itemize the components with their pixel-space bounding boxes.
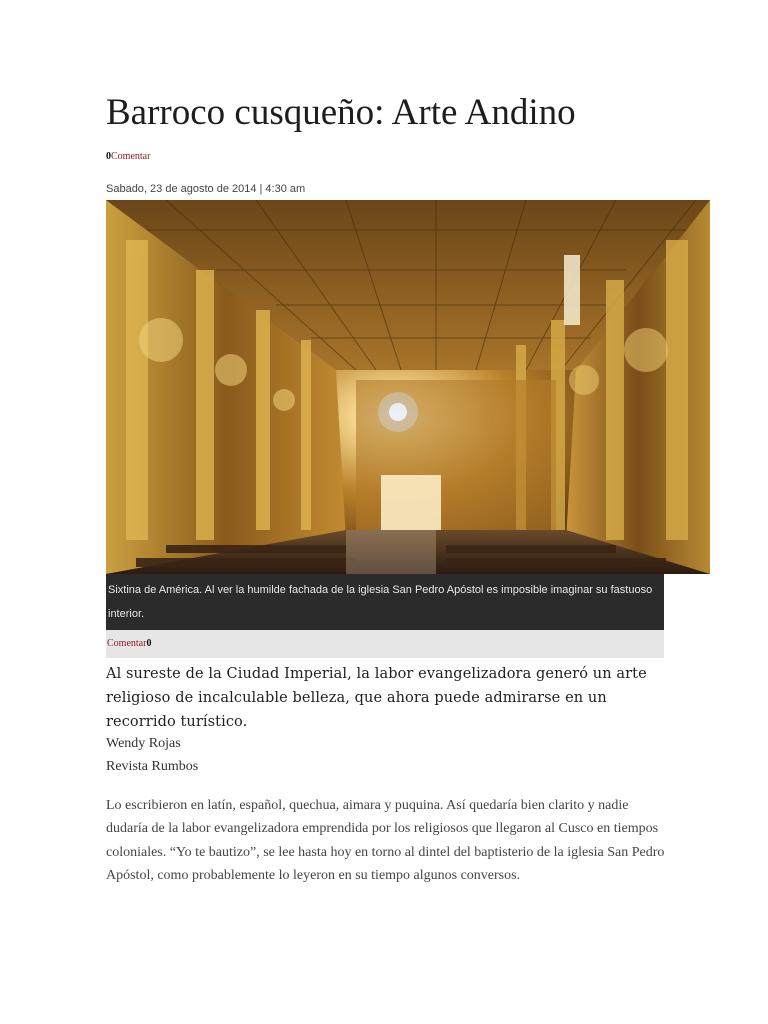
comment-link-bottom[interactable]: Comentar	[107, 638, 147, 649]
article-title: Barroco cusqueño: Arte Andino	[106, 92, 576, 133]
comment-count-bottom: 0	[146, 638, 152, 649]
comment-link-top[interactable]: Comentar	[111, 151, 151, 162]
comments-top	[106, 150, 150, 164]
article-photo	[106, 200, 710, 574]
publish-date: Sabado, 23 de agosto de 2014 | 4:30 am	[106, 183, 306, 195]
church-interior-illustration	[106, 200, 710, 574]
article-body: Lo escribieron en latín, español, quechua, aimara y puquina. Así quedaría bien clarito y nadie dudaría de la labor evangelizadora emprendida por los religiosos que llegaron al Cusco en tiempos coloniales. “Yo te bautizo”, se lee hasta hoy en torno al dintel del baptisterio de la iglesia San Pedro Apóstol, como probablemente lo leyeron en su tiempo algunos conversos.	[106, 798, 665, 884]
comment-count-top: 0	[106, 151, 111, 162]
photo-caption: Sixtina de América. Al ver la humilde fachada de la iglesia San Pedro Apóstol es imposible imaginar su fastuoso interior.	[106, 574, 664, 630]
author-name: Wendy Rojas	[106, 736, 181, 751]
publication-source: Revista Rumbos	[106, 759, 199, 774]
comments-bottom	[106, 630, 664, 658]
article-lead: Al sureste de la Ciudad Imperial, la labor evangelizadora generó un arte religioso de incalculable belleza, que ahora puede admirarse en un recorrido turístico.	[106, 666, 647, 730]
